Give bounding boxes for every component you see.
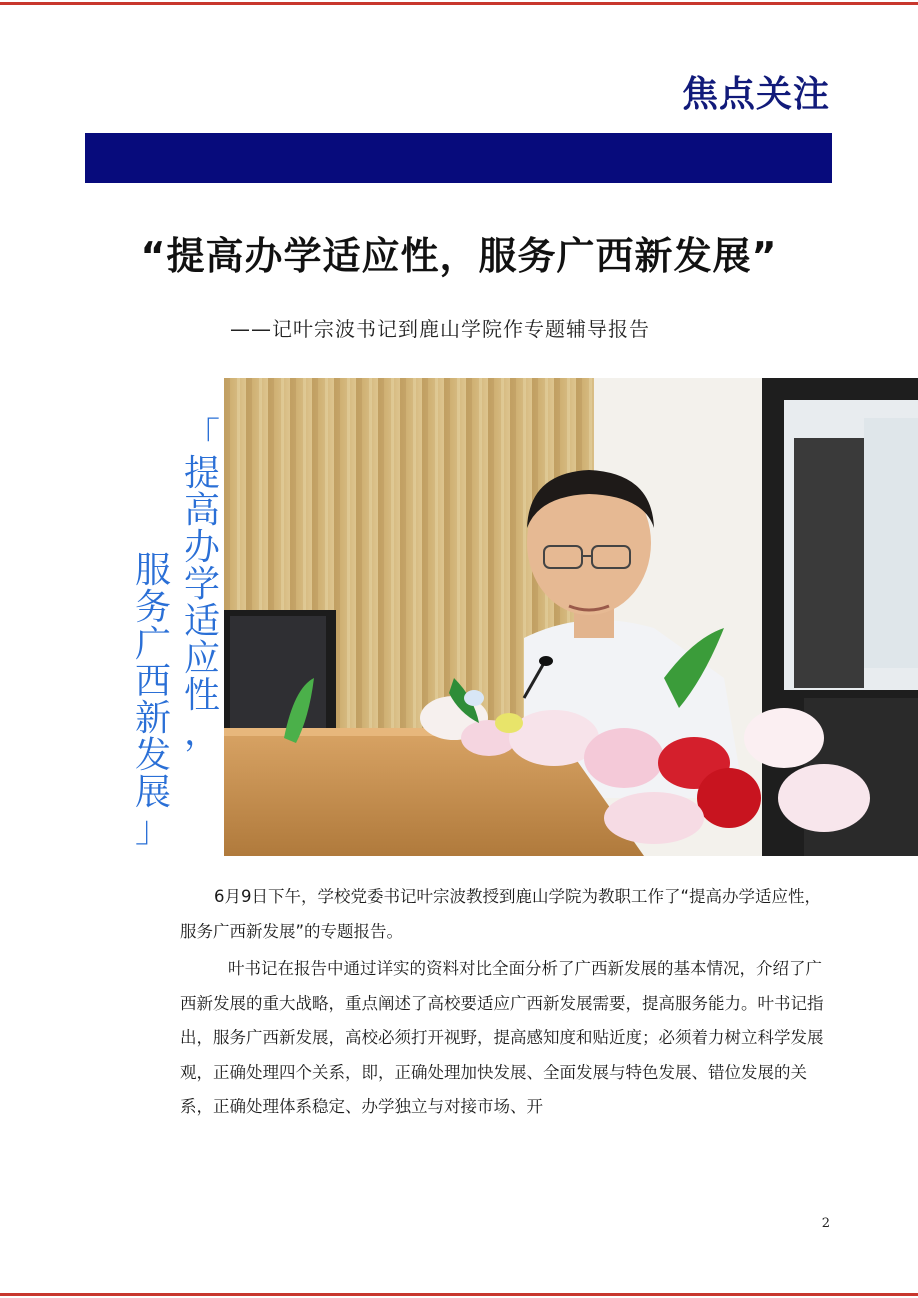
vertical-char: ， — [183, 712, 220, 753]
paragraph: 叶书记在报告中通过详实的资料对比全面分析了广西新发展的基本情况，介绍了广西新发展的重大战略，重点阐述了高校要适应广西新发展需要，提高服务能力。叶书记指出，服务广西新发展，高校必须打开视野，提高感知度和贴近度；必须着力树立科学发展观，正确处理四个关系，即，正确处理加快发展、全面发展与特色发展、错位发展的关系，正确处理体系稳定、办学独立与对接市场、开 — [180, 959, 824, 1116]
section-label: 焦点关注 — [681, 74, 830, 115]
article-body — [180, 880, 828, 1125]
vertical-char: 学 — [183, 564, 220, 605]
vertical-char: 新 — [134, 698, 171, 739]
vertical-pullquote-line-2 — [133, 552, 173, 848]
speaker-photo — [224, 378, 918, 856]
article-subhead: ——记叶宗波书记到鹿山学院作专题辅导报告 — [230, 317, 650, 341]
vertical-char: 办 — [183, 527, 220, 568]
vertical-pullquote-line-1 — [182, 418, 222, 751]
top-red-rule — [0, 2, 918, 5]
navy-header-band — [85, 133, 832, 183]
vertical-char: 广 — [134, 624, 171, 665]
paragraph: 6月9日下午，学校党委书记叶宗波教授到鹿山学院为教职工作了“提高办学适应性，服务广西新发展”的专题报告。 — [180, 887, 822, 941]
vertical-char: 西 — [134, 661, 171, 702]
vertical-char: 务 — [134, 587, 171, 628]
vertical-char: 展 — [134, 772, 171, 813]
vertical-char: 提 — [183, 453, 220, 494]
vertical-char: 「 — [183, 416, 220, 457]
bottom-red-rule — [0, 1293, 918, 1296]
vertical-char: 发 — [134, 735, 171, 776]
vertical-char: 」 — [134, 809, 171, 850]
vertical-char: 适 — [183, 601, 220, 642]
vertical-char: 应 — [183, 638, 220, 679]
vertical-char: 服 — [134, 550, 171, 591]
vertical-char: 高 — [183, 490, 220, 531]
article-headline: “提高办学适应性，服务广西新发展” — [140, 234, 778, 278]
page-number: 2 — [821, 1216, 830, 1231]
vertical-char: 性 — [183, 675, 220, 716]
